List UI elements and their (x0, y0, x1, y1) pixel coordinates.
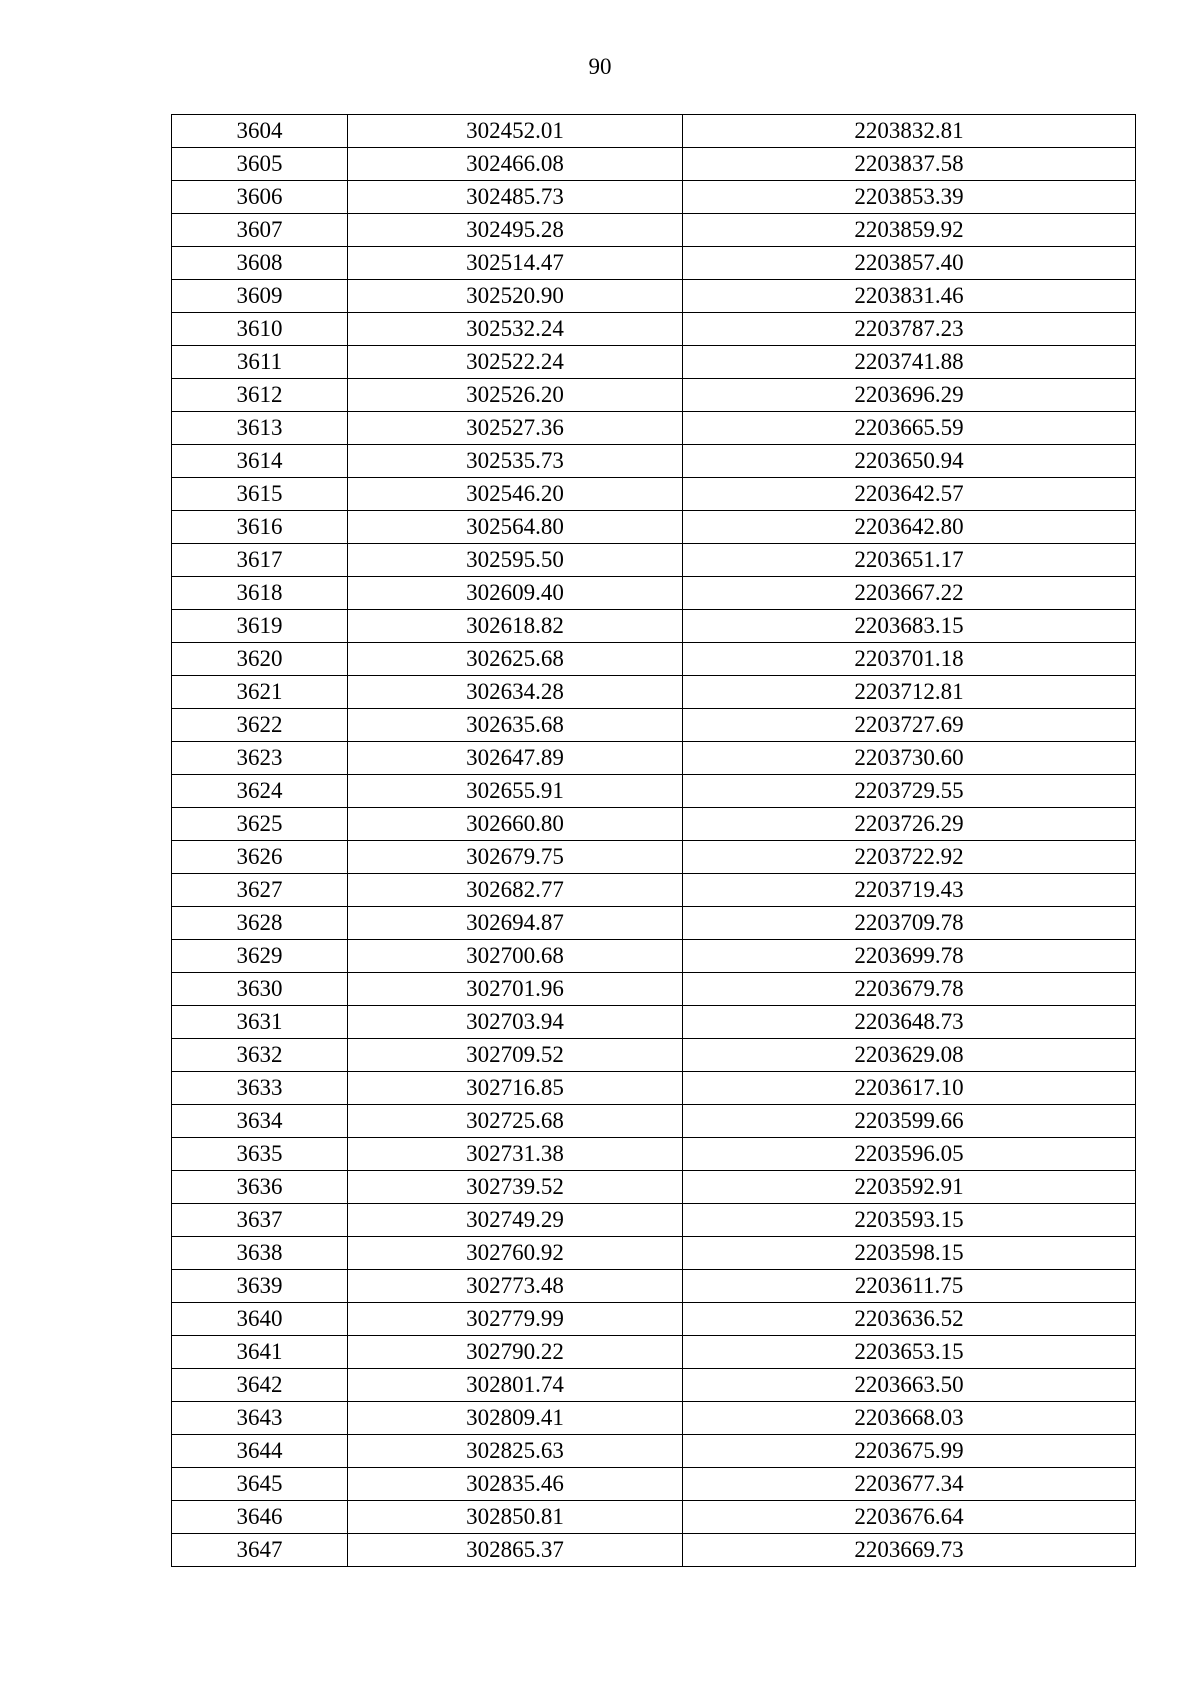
table-row (172, 1402, 1136, 1435)
x-coordinate-cell: 302634.28 (348, 676, 683, 709)
y-coordinate-cell: 2203675.99 (683, 1435, 1136, 1468)
point-number-cell: 3628 (172, 907, 348, 940)
table-row (172, 412, 1136, 445)
y-coordinate-cell: 2203611.75 (683, 1270, 1136, 1303)
point-number-cell: 3631 (172, 1006, 348, 1039)
x-coordinate-cell: 302790.22 (348, 1336, 683, 1369)
point-number-cell: 3610 (172, 313, 348, 346)
point-number-cell: 3607 (172, 214, 348, 247)
y-coordinate-cell: 2203596.05 (683, 1138, 1136, 1171)
y-coordinate-cell: 2203677.34 (683, 1468, 1136, 1501)
x-coordinate-cell: 302618.82 (348, 610, 683, 643)
coordinate-table (171, 114, 1136, 1567)
x-coordinate-cell: 302625.68 (348, 643, 683, 676)
table-row (172, 676, 1136, 709)
y-coordinate-cell: 2203663.50 (683, 1369, 1136, 1402)
y-coordinate-cell: 2203853.39 (683, 181, 1136, 214)
x-coordinate-cell: 302564.80 (348, 511, 683, 544)
point-number-cell: 3604 (172, 115, 348, 148)
y-coordinate-cell: 2203741.88 (683, 346, 1136, 379)
point-number-cell: 3616 (172, 511, 348, 544)
x-coordinate-cell: 302647.89 (348, 742, 683, 775)
point-number-cell: 3614 (172, 445, 348, 478)
point-number-cell: 3609 (172, 280, 348, 313)
x-coordinate-cell: 302739.52 (348, 1171, 683, 1204)
x-coordinate-cell: 302701.96 (348, 973, 683, 1006)
x-coordinate-cell: 302546.20 (348, 478, 683, 511)
y-coordinate-cell: 2203712.81 (683, 676, 1136, 709)
x-coordinate-cell: 302682.77 (348, 874, 683, 907)
table-row (172, 445, 1136, 478)
x-coordinate-cell: 302760.92 (348, 1237, 683, 1270)
table-row (172, 709, 1136, 742)
point-number-cell: 3620 (172, 643, 348, 676)
y-coordinate-cell: 2203598.15 (683, 1237, 1136, 1270)
y-coordinate-cell: 2203787.23 (683, 313, 1136, 346)
point-number-cell: 3622 (172, 709, 348, 742)
point-number-cell: 3615 (172, 478, 348, 511)
y-coordinate-cell: 2203683.15 (683, 610, 1136, 643)
y-coordinate-cell: 2203729.55 (683, 775, 1136, 808)
table-row (172, 1336, 1136, 1369)
point-number-cell: 3629 (172, 940, 348, 973)
table-row (172, 841, 1136, 874)
x-coordinate-cell: 302773.48 (348, 1270, 683, 1303)
point-number-cell: 3632 (172, 1039, 348, 1072)
y-coordinate-cell: 2203669.73 (683, 1534, 1136, 1567)
point-number-cell: 3643 (172, 1402, 348, 1435)
point-number-cell: 3618 (172, 577, 348, 610)
y-coordinate-cell: 2203701.18 (683, 643, 1136, 676)
table-row (172, 742, 1136, 775)
x-coordinate-cell: 302700.68 (348, 940, 683, 973)
y-coordinate-cell: 2203696.29 (683, 379, 1136, 412)
table-row (172, 775, 1136, 808)
table-row (172, 1369, 1136, 1402)
y-coordinate-cell: 2203727.69 (683, 709, 1136, 742)
point-number-cell: 3639 (172, 1270, 348, 1303)
point-number-cell: 3630 (172, 973, 348, 1006)
point-number-cell: 3642 (172, 1369, 348, 1402)
point-number-cell: 3644 (172, 1435, 348, 1468)
y-coordinate-cell: 2203617.10 (683, 1072, 1136, 1105)
page-number: 90 (588, 54, 612, 79)
table-row (172, 808, 1136, 841)
table-row (172, 1171, 1136, 1204)
point-number-cell: 3623 (172, 742, 348, 775)
y-coordinate-cell: 2203653.15 (683, 1336, 1136, 1369)
table-row (172, 973, 1136, 1006)
table-row (172, 1138, 1136, 1171)
point-number-cell: 3641 (172, 1336, 348, 1369)
y-coordinate-cell: 2203722.92 (683, 841, 1136, 874)
x-coordinate-cell: 302635.68 (348, 709, 683, 742)
y-coordinate-cell: 2203676.64 (683, 1501, 1136, 1534)
y-coordinate-cell: 2203719.43 (683, 874, 1136, 907)
x-coordinate-cell: 302703.94 (348, 1006, 683, 1039)
point-number-cell: 3613 (172, 412, 348, 445)
table-row (172, 1237, 1136, 1270)
x-coordinate-cell: 302749.29 (348, 1204, 683, 1237)
x-coordinate-cell: 302835.46 (348, 1468, 683, 1501)
table-row (172, 478, 1136, 511)
table-row (172, 610, 1136, 643)
x-coordinate-cell: 302526.20 (348, 379, 683, 412)
point-number-cell: 3608 (172, 247, 348, 280)
table-row (172, 577, 1136, 610)
coordinate-table-body (172, 115, 1136, 1567)
point-number-cell: 3647 (172, 1534, 348, 1567)
x-coordinate-cell: 302850.81 (348, 1501, 683, 1534)
y-coordinate-cell: 2203665.59 (683, 412, 1136, 445)
point-number-cell: 3636 (172, 1171, 348, 1204)
table-row (172, 544, 1136, 577)
x-coordinate-cell: 302725.68 (348, 1105, 683, 1138)
x-coordinate-cell: 302485.73 (348, 181, 683, 214)
y-coordinate-cell: 2203593.15 (683, 1204, 1136, 1237)
y-coordinate-cell: 2203636.52 (683, 1303, 1136, 1336)
y-coordinate-cell: 2203837.58 (683, 148, 1136, 181)
y-coordinate-cell: 2203642.80 (683, 511, 1136, 544)
table-row (172, 907, 1136, 940)
x-coordinate-cell: 302825.63 (348, 1435, 683, 1468)
table-row (172, 1303, 1136, 1336)
y-coordinate-cell: 2203667.22 (683, 577, 1136, 610)
point-number-cell: 3605 (172, 148, 348, 181)
x-coordinate-cell: 302809.41 (348, 1402, 683, 1435)
y-coordinate-cell: 2203651.17 (683, 544, 1136, 577)
point-number-cell: 3625 (172, 808, 348, 841)
table-row (172, 379, 1136, 412)
x-coordinate-cell: 302694.87 (348, 907, 683, 940)
x-coordinate-cell: 302532.24 (348, 313, 683, 346)
x-coordinate-cell: 302595.50 (348, 544, 683, 577)
point-number-cell: 3633 (172, 1072, 348, 1105)
point-number-cell: 3627 (172, 874, 348, 907)
x-coordinate-cell: 302609.40 (348, 577, 683, 610)
table-row (172, 115, 1136, 148)
y-coordinate-cell: 2203730.60 (683, 742, 1136, 775)
y-coordinate-cell: 2203831.46 (683, 280, 1136, 313)
table-row (172, 1105, 1136, 1138)
point-number-cell: 3611 (172, 346, 348, 379)
table-row (172, 1204, 1136, 1237)
y-coordinate-cell: 2203726.29 (683, 808, 1136, 841)
table-row (172, 874, 1136, 907)
x-coordinate-cell: 302535.73 (348, 445, 683, 478)
x-coordinate-cell: 302527.36 (348, 412, 683, 445)
point-number-cell: 3606 (172, 181, 348, 214)
table-row (172, 1468, 1136, 1501)
x-coordinate-cell: 302731.38 (348, 1138, 683, 1171)
y-coordinate-cell: 2203599.66 (683, 1105, 1136, 1138)
table-row (172, 1435, 1136, 1468)
point-number-cell: 3621 (172, 676, 348, 709)
point-number-cell: 3646 (172, 1501, 348, 1534)
table-row (172, 1072, 1136, 1105)
y-coordinate-cell: 2203699.78 (683, 940, 1136, 973)
y-coordinate-cell: 2203679.78 (683, 973, 1136, 1006)
x-coordinate-cell: 302522.24 (348, 346, 683, 379)
table-row (172, 1039, 1136, 1072)
y-coordinate-cell: 2203592.91 (683, 1171, 1136, 1204)
x-coordinate-cell: 302679.75 (348, 841, 683, 874)
y-coordinate-cell: 2203709.78 (683, 907, 1136, 940)
table-row (172, 1006, 1136, 1039)
x-coordinate-cell: 302716.85 (348, 1072, 683, 1105)
x-coordinate-cell: 302865.37 (348, 1534, 683, 1567)
x-coordinate-cell: 302660.80 (348, 808, 683, 841)
y-coordinate-cell: 2203668.03 (683, 1402, 1136, 1435)
x-coordinate-cell: 302779.99 (348, 1303, 683, 1336)
y-coordinate-cell: 2203648.73 (683, 1006, 1136, 1039)
table-row (172, 511, 1136, 544)
point-number-cell: 3640 (172, 1303, 348, 1336)
y-coordinate-cell: 2203859.92 (683, 214, 1136, 247)
table-row (172, 181, 1136, 214)
point-number-cell: 3617 (172, 544, 348, 577)
y-coordinate-cell: 2203832.81 (683, 115, 1136, 148)
point-number-cell: 3645 (172, 1468, 348, 1501)
point-number-cell: 3635 (172, 1138, 348, 1171)
table-row (172, 280, 1136, 313)
x-coordinate-cell: 302452.01 (348, 115, 683, 148)
x-coordinate-cell: 302709.52 (348, 1039, 683, 1072)
x-coordinate-cell: 302514.47 (348, 247, 683, 280)
table-row (172, 214, 1136, 247)
x-coordinate-cell: 302466.08 (348, 148, 683, 181)
point-number-cell: 3612 (172, 379, 348, 412)
point-number-cell: 3637 (172, 1204, 348, 1237)
table-row (172, 1501, 1136, 1534)
point-number-cell: 3624 (172, 775, 348, 808)
x-coordinate-cell: 302655.91 (348, 775, 683, 808)
table-row (172, 940, 1136, 973)
y-coordinate-cell: 2203642.57 (683, 478, 1136, 511)
table-row (172, 313, 1136, 346)
table-row (172, 1270, 1136, 1303)
table-row (172, 1534, 1136, 1567)
y-coordinate-cell: 2203650.94 (683, 445, 1136, 478)
table-row (172, 643, 1136, 676)
x-coordinate-cell: 302495.28 (348, 214, 683, 247)
point-number-cell: 3634 (172, 1105, 348, 1138)
point-number-cell: 3619 (172, 610, 348, 643)
x-coordinate-cell: 302520.90 (348, 280, 683, 313)
x-coordinate-cell: 302801.74 (348, 1369, 683, 1402)
y-coordinate-cell: 2203629.08 (683, 1039, 1136, 1072)
point-number-cell: 3638 (172, 1237, 348, 1270)
y-coordinate-cell: 2203857.40 (683, 247, 1136, 280)
table-row (172, 247, 1136, 280)
point-number-cell: 3626 (172, 841, 348, 874)
table-row (172, 148, 1136, 181)
table-row (172, 346, 1136, 379)
